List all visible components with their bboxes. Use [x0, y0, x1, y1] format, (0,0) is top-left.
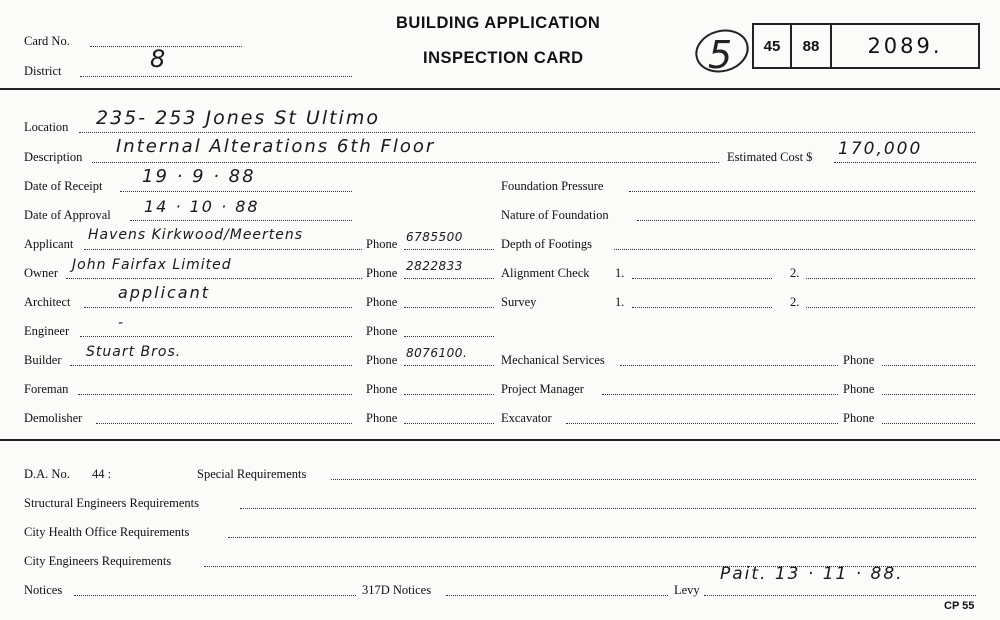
applicant-line [84, 249, 362, 250]
survey-line-1 [632, 307, 772, 308]
engineer-value: - [118, 315, 126, 331]
mechanical-services-phone-label: Phone [843, 353, 875, 367]
survey-line-2 [806, 307, 975, 308]
description-value: Internal Alterations 6th Floor [116, 136, 436, 157]
alignment-check-2: 2. [790, 266, 800, 280]
excavator-line [566, 423, 838, 424]
circled-mark [690, 16, 760, 84]
location-value: 235- 253 Jones St Ultimo [96, 107, 380, 129]
da-no-label: D.A. No. [24, 467, 70, 481]
date-of-approval-value: 14 · 10 · 88 [144, 197, 260, 216]
city-engineers-requirements-label: City Engineers Requirements [24, 554, 172, 568]
alignment-check-line-1 [632, 278, 772, 279]
circled-mark-digit: 5 [708, 33, 733, 77]
survey-label: Survey [501, 295, 537, 309]
card-no-label: Card No. [24, 34, 70, 48]
applicant-phone-label: Phone [366, 237, 398, 251]
notices-label: Notices [24, 583, 63, 597]
box-88: 88 [790, 23, 832, 69]
structural-requirements-label: Structural Engineers Requirements [24, 496, 199, 510]
location-line [79, 132, 975, 133]
levy-line [704, 595, 976, 596]
owner-value: John Fairfax Limited [72, 257, 232, 273]
architect-label: Architect [24, 295, 71, 309]
notices-317d-line [446, 595, 668, 596]
date-of-receipt-label: Date of Receipt [24, 179, 103, 193]
foreman-line [78, 394, 352, 395]
notices-line [74, 595, 356, 596]
applicant-phone-value: 6785500 [406, 230, 463, 244]
foreman-phone-label: Phone [366, 382, 398, 396]
builder-label: Builder [24, 353, 62, 367]
header-rule [0, 88, 1000, 90]
description-line [92, 162, 719, 163]
title-line2: INSPECTION CARD [423, 49, 584, 67]
excavator-label: Excavator [501, 411, 552, 425]
builder-phone-line [404, 365, 494, 366]
depth-of-footings-label: Depth of Footings [501, 237, 592, 251]
survey-2: 2. [790, 295, 800, 309]
district-line [80, 76, 352, 77]
date-of-receipt-value: 19 · 9 · 88 [142, 166, 256, 187]
applicant-phone-line [404, 249, 494, 250]
special-requirements-line [331, 479, 976, 480]
da-no-value: 44 : [92, 467, 112, 481]
excavator-phone-line [882, 423, 975, 424]
demolisher-phone-line [404, 423, 494, 424]
alignment-check-line-2 [806, 278, 975, 279]
estimated-cost-label: Estimated Cost $ [727, 150, 813, 164]
box-2089: 2089. [830, 23, 980, 69]
owner-phone-label: Phone [366, 266, 398, 280]
demolisher-label: Demolisher [24, 411, 83, 425]
location-label: Location [24, 120, 69, 134]
description-label: Description [24, 150, 83, 164]
box-45: 45 [752, 23, 792, 69]
architect-phone-label: Phone [366, 295, 398, 309]
alignment-check-1: 1. [615, 266, 625, 280]
owner-label: Owner [24, 266, 59, 280]
date-of-approval-line [130, 220, 352, 221]
engineer-label: Engineer [24, 324, 70, 338]
excavator-phone-label: Phone [843, 411, 875, 425]
date-of-approval-label: Date of Approval [24, 208, 111, 222]
foundation-pressure-line [629, 191, 975, 192]
builder-value: Stuart Bros. [86, 344, 182, 360]
estimated-cost-line [834, 162, 976, 163]
foreman-label: Foreman [24, 382, 69, 396]
builder-phone-label: Phone [366, 353, 398, 367]
depth-of-footings-line [614, 249, 975, 250]
project-manager-phone-label: Phone [843, 382, 875, 396]
nature-of-foundation-label: Nature of Foundation [501, 208, 609, 222]
structural-requirements-line [240, 508, 976, 509]
mechanical-services-line [620, 365, 838, 366]
architect-line [84, 307, 352, 308]
mechanical-services-phone-line [882, 365, 975, 366]
applicant-value: Havens Kirkwood/Meertens [88, 227, 304, 243]
builder-line [70, 365, 352, 366]
survey-1: 1. [615, 295, 625, 309]
engineer-phone-line [404, 336, 494, 337]
section-rule [0, 439, 1000, 441]
owner-line [66, 278, 362, 279]
nature-of-foundation-line [637, 220, 975, 221]
alignment-check-label: Alignment Check [501, 266, 590, 280]
title-line1: BUILDING APPLICATION [396, 14, 601, 32]
architect-phone-line [404, 307, 494, 308]
special-requirements-label: Special Requirements [197, 467, 307, 481]
notices-317d-label: 317D Notices [362, 583, 432, 597]
foreman-phone-line [404, 394, 494, 395]
engineer-phone-label: Phone [366, 324, 398, 338]
footer-code: CP 55 [944, 600, 975, 612]
owner-phone-value: 2822833 [406, 259, 463, 273]
architect-value: applicant [118, 283, 211, 302]
levy-label: Levy [674, 583, 700, 597]
demolisher-line [96, 423, 352, 424]
health-requirements-label: City Health Office Requirements [24, 525, 190, 539]
project-manager-phone-line [882, 394, 975, 395]
demolisher-phone-label: Phone [366, 411, 398, 425]
health-requirements-line [228, 537, 976, 538]
levy-value: Pait. 13 · 11 · 88. [720, 564, 904, 584]
applicant-label: Applicant [24, 237, 74, 251]
owner-phone-line [404, 278, 494, 279]
engineer-line [80, 336, 352, 337]
foundation-pressure-label: Foundation Pressure [501, 179, 604, 193]
project-manager-label: Project Manager [501, 382, 584, 396]
builder-phone-value: 8076100. [406, 346, 468, 360]
date-of-receipt-line [120, 191, 352, 192]
district-value: 8 [150, 45, 168, 73]
project-manager-line [602, 394, 838, 395]
estimated-cost-value: 170,000 [838, 139, 923, 159]
mechanical-services-label: Mechanical Services [501, 353, 605, 367]
district-label: District [24, 64, 62, 78]
